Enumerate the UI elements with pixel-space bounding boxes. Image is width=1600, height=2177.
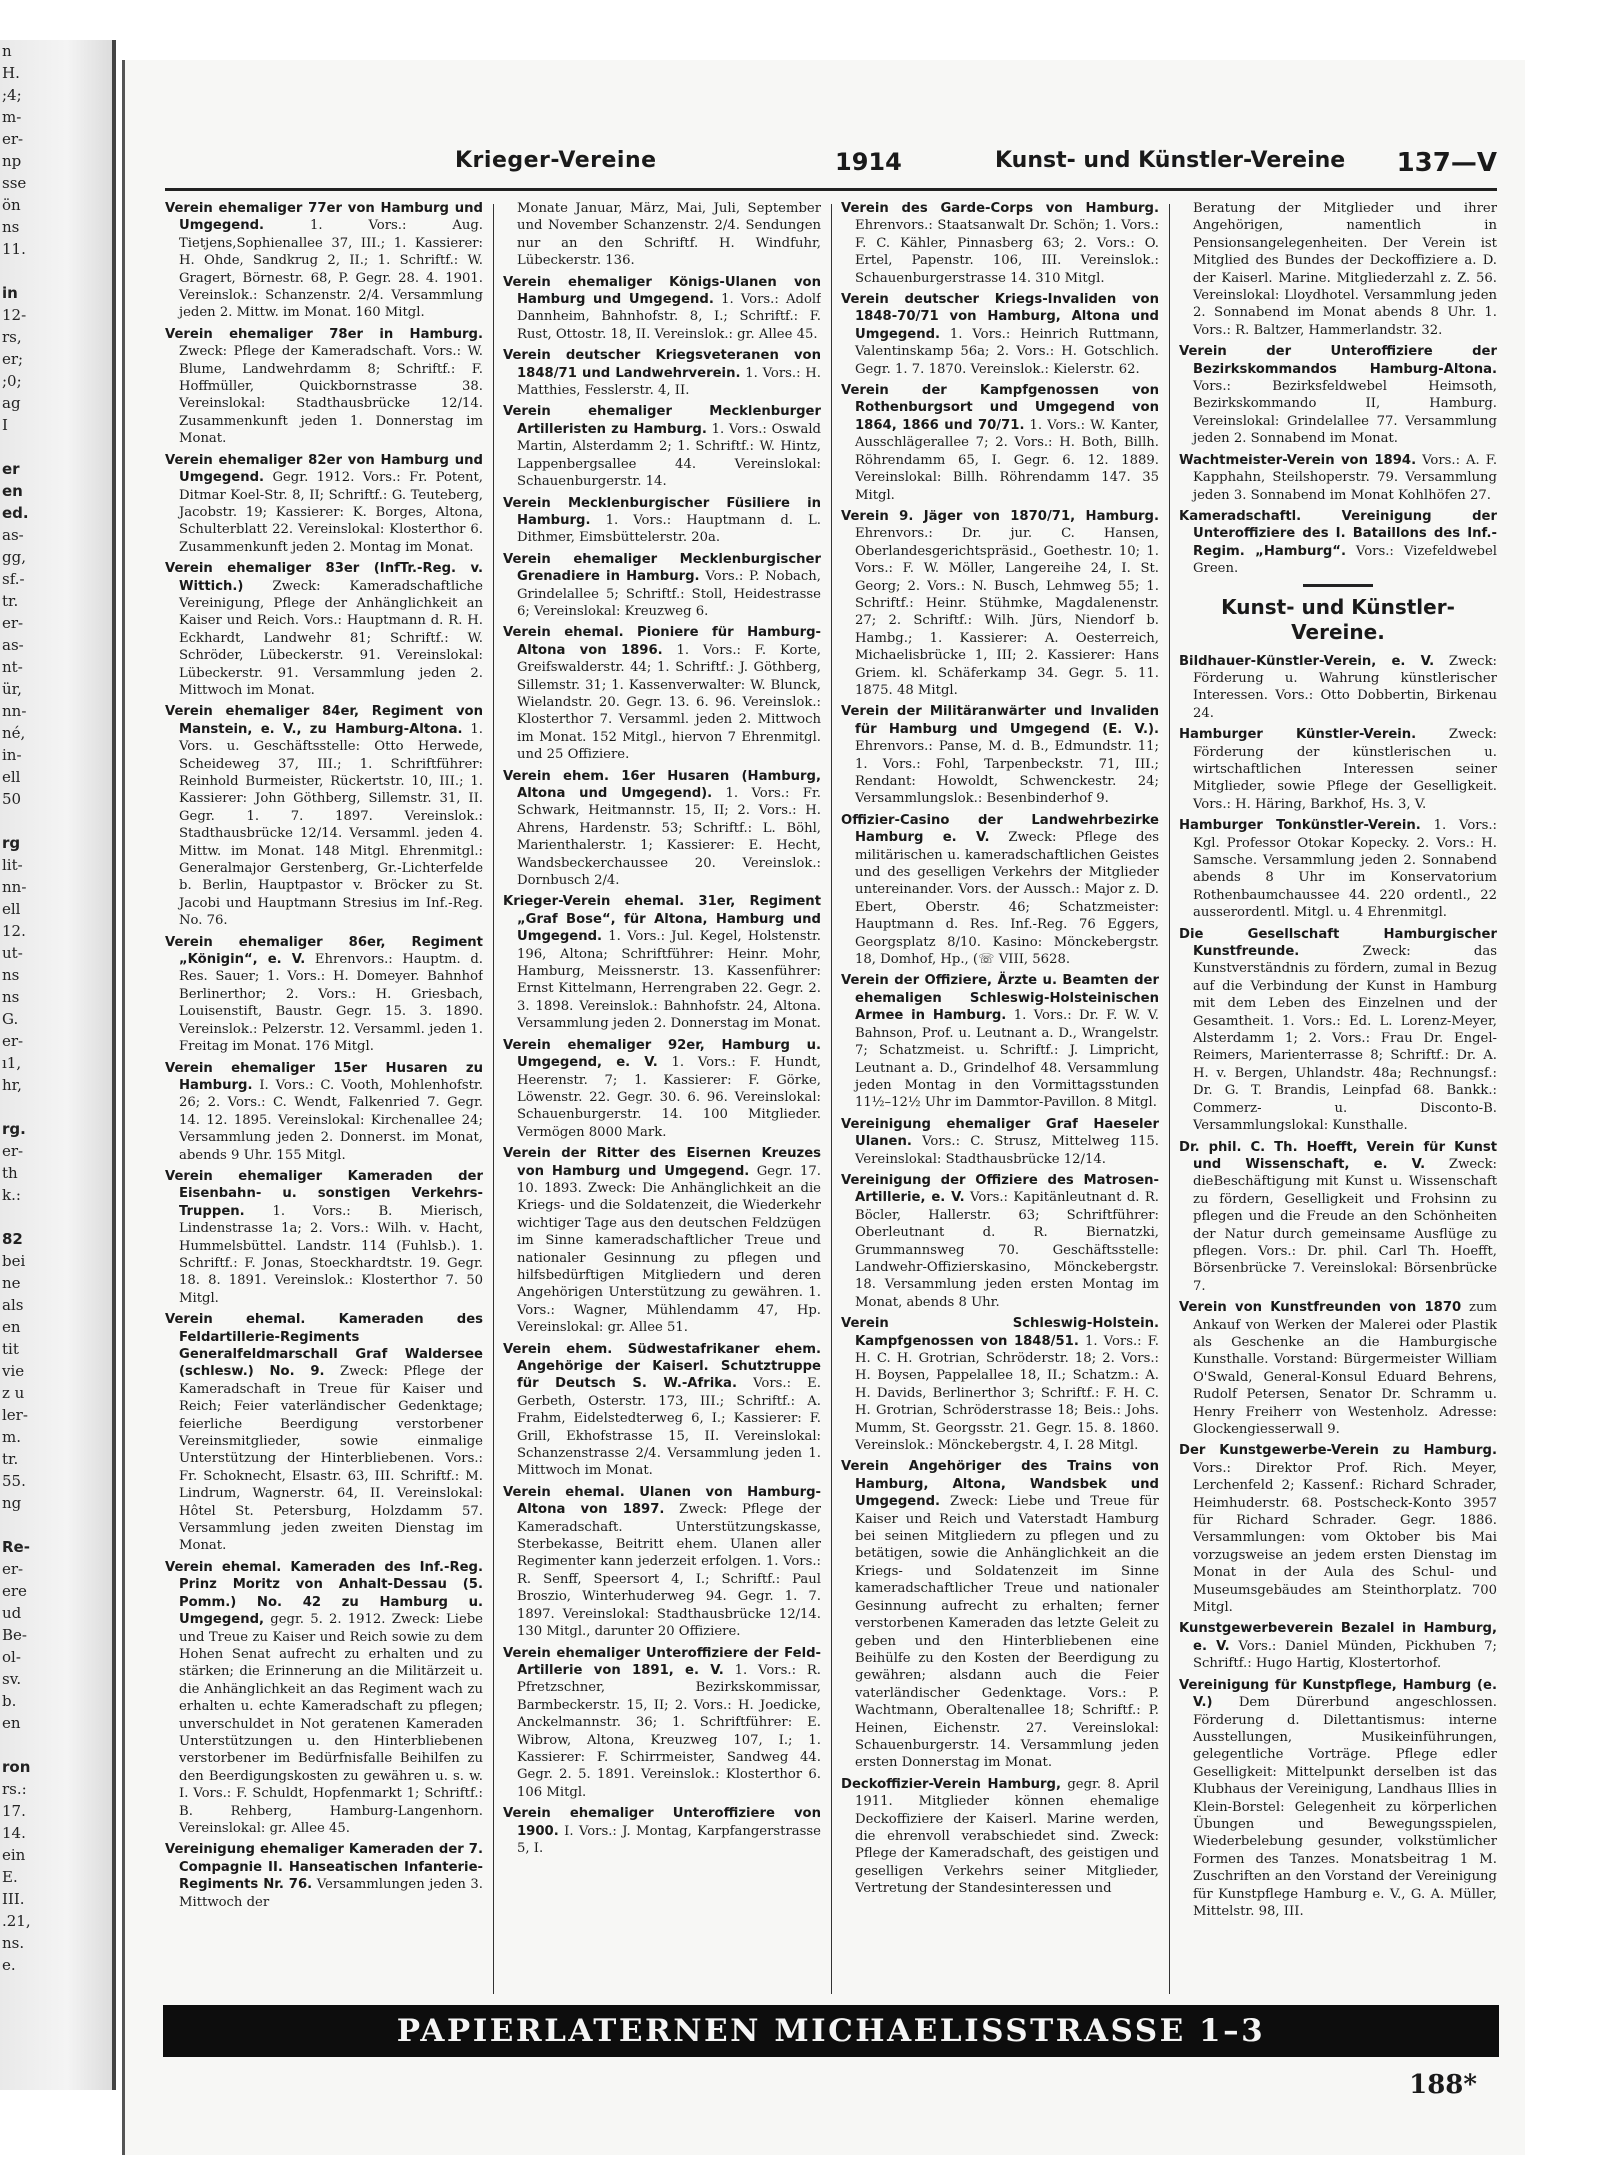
section-separator bbox=[1303, 584, 1373, 587]
footer-page-number: 188* bbox=[1409, 2070, 1477, 2100]
association-details: Gegr. 1912. Vors.: Fr. Potent, Ditmar Koel-Str. 8, II; Schriftf.: G. Teuteberg, Jacobstr. 19; Kassierer: K. Borges, Altona, Schulterblatt 22. Vereinslokal: Klosterthor 6. Zusammenkunft jeden 2. Montag im Monat. bbox=[179, 470, 483, 555]
previous-page-fragment: gg, bbox=[2, 548, 26, 566]
association-details: gegr. 8. April 1911. Mitglieder können ehemalige Deckoffiziere der Kaiserl. Marine werden, die ehrenvoll verabschiedet sind. Zweck: Pflege der Kameradschaft, des geistigen und geselligen Verkehrs seiner Mitglieder, Vertretung der Standesinteressen und bbox=[855, 1776, 1159, 1897]
previous-page-fragment: ns bbox=[2, 966, 20, 984]
directory-entry bbox=[1179, 653, 1497, 723]
association-name: Der Kunstgewerbe-Verein zu Hamburg. bbox=[1179, 1443, 1497, 1459]
association-details: Dem Dürerbund angeschlossen. Förderung d. Dilettantismus: interne Ausstellungen, Musikeinführungen, gelegentliche Vorträge. Pflege edler Geselligkeit: Mittelpunkt derselben ist das Klubhaus der Vereinigung, Landhaus Illies in Klein-Borstel: Gelegenheit zu körperlichen Übungen und Bewegungsspielen, Wiederbelebung gesunder, volkstümlicher Formen des Tanzes. Monatsbeitrag 1 M. Zuschriften an den Vorstand der Vereinigung für Kunstpflege Hamburg e. V., G. A. Müller, Mittelstr. 98, III. bbox=[1193, 1695, 1497, 1919]
previous-page-fragment: vie bbox=[2, 1362, 25, 1380]
directory-entry bbox=[1179, 926, 1497, 1135]
advertisement-text: PAPIERLATERNEN MICHAELISSTRASSE 1–3 bbox=[396, 2013, 1266, 2049]
association-details: 1. Vors.: Dr. F. W. V. Bahnson, Prof. u. Leutnant a. D., Wrangelstr. 7; Schatzmeist. u. Schriftf.: J. Limpricht, Leutnant a. D., Grindelhof 48. Versammlung jeden Montag in den Vormittagsstunden 11½–12½ Uhr im Dammtor-Pavillon. 8 Mitgl. bbox=[855, 1008, 1159, 1111]
association-name: Verein ehemaliger Unteroffiziere der Feld-Artillerie von 1891, e. V. bbox=[503, 1645, 821, 1678]
association-details: Ehrenvors.: Staatsanwalt Dr. Schön; 1. Vors.: F. C. Kähler, Pinnasberg 63; 2. Vors.: O. Ertel, Papenstr. 106, III. Vereinslok.: Schauenburgerstrasse 14. 310 Mitgl. bbox=[855, 218, 1159, 286]
association-name: Verein ehemaliger 78er in Hamburg. bbox=[165, 326, 483, 342]
previous-page-fragment: 50 bbox=[2, 790, 22, 808]
directory-entry bbox=[165, 560, 483, 699]
previous-page-fragment: b. bbox=[2, 1692, 17, 1710]
previous-page-fragment: rs, bbox=[2, 328, 22, 346]
header-rule bbox=[165, 188, 1497, 191]
previous-page-fragment: er- bbox=[2, 614, 24, 632]
association-details: Zweck: Pflege der Kameradschaft. Unterstützungskasse, Sterbekasse, Beitritt ehem. Ulanen aller Regimenter kann jederzeit erfolgen. 1. Vors.: R. Senff, Speersort 4, I.; Schriftf.: Paul Broszio, Winterhuderweg 94. Gegr. 1. 7. 1897. Vereinslokal: Stadthausbrücke 12/14. 130 Mitgl., darunter 20 Offiziere. bbox=[517, 1502, 821, 1640]
previous-page-fragment: en bbox=[2, 482, 23, 500]
directory-entry bbox=[503, 403, 821, 490]
association-name: Verein ehemaliger 83er (InfTr.-Reg. v. Wittich.) bbox=[165, 561, 483, 594]
previous-page-fragment: ron bbox=[2, 1758, 31, 1776]
previous-page-fragment: sv. bbox=[2, 1670, 22, 1688]
directory-entry bbox=[165, 1060, 483, 1164]
association-details: 1. Vors.: Jul. Kegel, Holstenstr. 196, Altona; Schriftführer: Heinr. Mohr, Hamburg, Meissnerstr. 13. Kassenführer: Ernst Kittelmann, Herrengraben 22. Gegr. 2. 3. 1898. Vereinslok.: Bahnhofstr. 24, Altona. Versammlung jeden 2. Donnerstag im Monat. bbox=[517, 929, 821, 1032]
directory-entry bbox=[503, 495, 821, 547]
previous-page-fragment: nt- bbox=[2, 658, 23, 676]
association-details: Monate Januar, März, Mai, Juli, September und November Schanzenstr. 2/4. Sendungen nur an den Schriftf. H. Windfuhr, Lübeckerstr. 136. bbox=[517, 201, 821, 269]
association-details: 1. Vors.: Adolf Dannheim, Bahnhofstr. 8, I.; Schriftf.: F. Rust, Ottostr. 18, II. Vereinslok.: gr. Allee 45. bbox=[517, 292, 821, 342]
association-details: Zweck: dieBeschäftigung mit Kunst u. Wissenschaft zu fördern, Geselligkeit und Frohsinn zu pflegen und die Freude an den Schönheiten der Natur durch gemeinsame Ausflüge zu pflegen. Vors.: Dr. phil. Carl Th. Hoefft, Börsenbrücke 7. Vereinslokal: Börsenbrücke 7. bbox=[1193, 1156, 1497, 1294]
previous-page-fragment: er- bbox=[2, 1142, 24, 1160]
previous-page-fragment: né, bbox=[2, 724, 26, 742]
previous-page-fragment: 12. bbox=[2, 922, 26, 940]
association-details: Versammlungen jeden 3. Mittwoch der bbox=[179, 1877, 483, 1910]
association-name: Verein ehemal. Ulanen von Hamburg-Altona von 1897. bbox=[503, 1484, 821, 1518]
directory-entry bbox=[841, 200, 1159, 287]
directory-entry bbox=[1179, 200, 1497, 339]
association-name: Vereinigung ehemaliger Kameraden der 7. Compagnie II. Hanseatischen Infanterie-Regiments Nr. 76. bbox=[165, 1842, 483, 1893]
previous-page-fragment: bei bbox=[2, 1252, 26, 1270]
association-name: Verein deutscher Kriegsveteranen von 1848/71 und Landwehrverein. bbox=[503, 348, 821, 381]
directory-entry bbox=[841, 1458, 1159, 1771]
directory-entry bbox=[165, 326, 483, 448]
directory-entry bbox=[841, 1172, 1159, 1311]
association-details: Zweck: Förderung u. Wahrung künstlerischer Interessen. Vors.: Otto Dobbertin, Birkenau 24. bbox=[1193, 653, 1497, 721]
association-name: Verein des Garde-Corps von Hamburg. bbox=[841, 201, 1159, 216]
previous-page-fragment: I bbox=[2, 416, 8, 434]
directory-entry bbox=[841, 1776, 1159, 1898]
previous-page-fragment: ere bbox=[2, 1582, 27, 1600]
association-details: 1. Vors.: B. Mierisch, Lindenstrasse 1a; 2. Vors.: Wilh. v. Hacht, Hummelsbüttel. Landstr. 114 (Fuhlsb.). 1. Schriftf.: F. Jonas, Stoeckhardtstr. 19. Gegr. 18. 8. 1891. Vereinslok.: Klosterthor 7. 50 Mitgl. bbox=[179, 1203, 483, 1306]
previous-page-fragment bbox=[0, 1734, 112, 1756]
header-page-number: 137—V bbox=[1396, 148, 1497, 178]
column-2 bbox=[503, 200, 821, 1995]
previous-page-fragment: rg. bbox=[2, 1120, 26, 1138]
association-name: Verein Mecklenburgischer Füsiliere in Hamburg. bbox=[503, 495, 821, 528]
directory-entry bbox=[841, 382, 1159, 504]
previous-page-fragment: en bbox=[2, 1714, 21, 1732]
previous-page-fragment bbox=[0, 260, 112, 282]
previous-page-fragment bbox=[0, 436, 112, 458]
directory-entry bbox=[841, 291, 1159, 378]
previous-page-fragment bbox=[0, 1514, 112, 1536]
association-name: Verein der Unteroffiziere der Bezirkskommandos Hamburg-Altona. bbox=[1179, 344, 1497, 377]
previous-page-fragment: als bbox=[2, 1296, 24, 1314]
association-details: Vors.: Bezirksfeldwebel Heimsoth, Bezirkskommando II, Hamburg. Vereinslokal: Grindelallee 77. Versammlung jeden 2. Sonnabend im Monat. bbox=[1193, 379, 1497, 447]
association-details: Zweck: Pflege der Kameradschaft. Vors.: W. Blume, Landwehrdamm 8; Schriftf.: F. Hoffmüller, Quickbornstrasse 38. Vereinslokal: Stadthausbrücke 12/14. Zusammenkunft jeden 1. Donnerstag im Monat. bbox=[179, 344, 483, 447]
previous-page-fragment: as- bbox=[2, 636, 24, 654]
directory-entry bbox=[841, 812, 1159, 969]
association-details: Beratung der Mitglieder und ihrer Angehörigen, namentlich in Pensionsangelegenheiten. Der Verein ist Mitglied des Bundes der Deckoffiziere a. D. der Kaiserl. Marine. Mitgliederzahl z. Z. 56. Vereinslokal: Lloydhotel. Versammlung jeden 2. Sonnabend im Monat abends 8 Uhr. 1. Vors.: R. Baltzer, Hammerlandstr. 32. bbox=[1193, 201, 1497, 338]
association-details: Ehrenvors.: Panse, M. d. B., Edmundstr. 11; 1. Vors.: Fohl, Tarpenbeckstr. 71, III.; Rendant: Howoldt, Schwenckestr. 24; Versammlungslok.: Besenbinderhof 9. bbox=[855, 739, 1159, 807]
previous-page-fragment: ür, bbox=[2, 680, 22, 698]
association-name: Wachtmeister-Verein von 1894. bbox=[1179, 452, 1417, 468]
association-details: Zweck: Förderung der künstlerischen u. wirtschaftlichen Interessen seiner Mitglieder, sowie Pflege der Geselligkeit. Vors.: H. Häring, Barkhof, Hs. 3, V. bbox=[1193, 727, 1497, 812]
previous-page-fragment: E. bbox=[2, 1868, 18, 1886]
previous-page-fragment: nn- bbox=[2, 702, 27, 720]
previous-page-fragment: ol- bbox=[2, 1648, 21, 1666]
directory-entry bbox=[503, 893, 821, 1032]
previous-page-fragment: rs.: bbox=[2, 1780, 27, 1798]
association-details: Vors.: Vizefeldwebel Green. bbox=[1193, 543, 1497, 577]
previous-page-fragment bbox=[0, 810, 112, 832]
association-details: 1. Vors.: F. H. C. H. Grotrian, Schröderstr. 18; 2. Vors.: H. Boysen, Pappelallee 18, II.; Schatzm.: A. H. Davids, Berlinerthor 3; Schriftf.: F. H. C. H. Grotrian, Schröderstrasse 18; Beis.: Johs. Mumm, St. Georgsstr. 21. Gegr. 15. 8. 1860. Vereinslok.: Mönckebergstr. 4, I. 28 Mitgl. bbox=[855, 1333, 1159, 1454]
directory-entry bbox=[1179, 817, 1497, 921]
association-details: Ehrenvors.: Hauptm. d. Res. Sauer; 1. Vors.: H. Domeyer. Bahnhof Berlinerthor; 2. Vors.: H. Griesbach, Louisenstift, Baustr. Gegr. 15. 3. 1890. Vereinslok.: Pelzerstr. 12. Versamml. jeden 1. Freitag im Monat. 176 Mitgl. bbox=[179, 952, 483, 1055]
directory-entry bbox=[841, 703, 1159, 807]
association-details: Vors.: C. Strusz, Mittelweg 115. Vereinslokal: Stadthausbrücke 12/14. bbox=[855, 1134, 1159, 1167]
previous-page-fragment: ell bbox=[2, 900, 21, 918]
association-name: Kameradschaftl. Vereinigung der Unteroffiziere des I. Bataillons des Inf.-Regim. „Hamburg“. bbox=[1179, 508, 1497, 559]
directory-entry bbox=[165, 1841, 483, 1911]
association-details: Zweck: Liebe und Treue für Kaiser und Reich und Vaterstadt Hamburg bei seinen Mitgliedern zu pflegen und zu betätigen, sowie die Anhänglichkeit an die Kriegs- und Soldatenzeit im Sinne kameradschaftlicher Treue und nationaler Gesinnung aufrecht zu erhalten; ferner verstorbenen Kameraden das letzte Geleit zu geben und den Hinterbliebenen eine Beihülfe zu den Kosten der Beerdigung zu gewähren; alsdann auch die Feier vaterländischer Gedenktage. Vors.: P. Wachtmann, Oberaltenallee 18; Schriftf.: P. Heinen, Eichenstr. 27. Vereinslokal: Schauenburgerstr. 14. Versammlung jeden ersten Donnerstag im Monat. bbox=[855, 1494, 1159, 1771]
previous-page-fragment: H. bbox=[2, 64, 20, 82]
association-name: Verein ehemal. Pioniere für Hamburg-Altona von 1896. bbox=[503, 625, 821, 658]
directory-entry bbox=[1179, 1442, 1497, 1616]
previous-page-fragment: er- bbox=[2, 130, 24, 148]
columns bbox=[165, 200, 1497, 1995]
previous-page-fragment: ut- bbox=[2, 944, 23, 962]
directory-entry bbox=[503, 1645, 821, 1802]
directory-entry bbox=[165, 703, 483, 929]
directory-entry bbox=[1179, 1677, 1497, 1921]
association-name: Verein ehemaliger 82er von Hamburg und Umgegend. bbox=[165, 452, 483, 486]
directory-entry bbox=[1179, 508, 1497, 578]
section-heading: Kunst- und Künstler-Vereine. bbox=[1221, 594, 1455, 644]
previous-page-fragment: .21, bbox=[2, 1912, 31, 1930]
previous-page-fragment: G. bbox=[2, 1010, 19, 1028]
directory-entry bbox=[1179, 1620, 1497, 1672]
association-details: zum Ankauf von Werken der Malerei oder Plastik als Geschenke an die Hamburgische Kunsthalle. Vorstand: Bürgermeister William O'Swald, General-Konsul Eduard Behrens, Rudolf Petersen, Senator Dr. Schramm u. Henry Freiherr von Westenholz. Adresse: Glockengiesserwall 9. bbox=[1193, 1300, 1497, 1437]
association-name: Verein ehemaliger 84er, Regiment von Manstein, e. V., zu Hamburg-Altona. bbox=[165, 704, 483, 737]
association-name: Die Gesellschaft Hamburgischer Kunstfreunde. bbox=[1179, 926, 1497, 960]
column-1 bbox=[165, 200, 483, 1995]
association-name: Verein ehem. Südwestafrikaner ehem. Angehörige der Kaiserl. Schutztruppe für Deutsch S. W.-Afrika. bbox=[503, 1341, 821, 1392]
association-name: Vereinigung der Offiziere des Matrosen-Artillerie, e. V. bbox=[841, 1172, 1159, 1206]
association-details: Vors.: Direktor Prof. Rich. Meyer, Lerchenfeld 2; Kassenf.: Richard Schrader, Heimhuderstr. 68. Postscheck-Konto 3957 für Richard Schrader. Gegr. 1886. Versammlungen: vom Oktober bis Mai vorzugsweise an jedem ersten Dienstag im Monat in der Aula des Schul- und Museumsgebäudes am Steinthorplatz. 700 Mitgl. bbox=[1193, 1460, 1497, 1616]
association-details: 1. Vors.: H. Matthies, Fesslerstr. 4, II. bbox=[517, 365, 821, 399]
directory-entry bbox=[1179, 1299, 1497, 1438]
directory-entry bbox=[503, 200, 821, 270]
association-details: 1. Vors.: Heinrich Ruttmann, Valentinskamp 56a; 2. Vors.: H. Gotschlich. Gegr. 1. 7. 1870. Vereinslok.: Kielerstr. 62. bbox=[855, 326, 1159, 377]
previous-page-fragment: as- bbox=[2, 526, 24, 544]
association-name: Verein deutscher Kriegs-Invaliden von 1848-70/71 von Hamburg, Altona und Umgegend. bbox=[841, 292, 1159, 342]
previous-page-fragment: er bbox=[2, 460, 20, 478]
association-name: Verein der Militäranwärter und Invaliden für Hamburg und Umgegend (E. V.). bbox=[841, 704, 1159, 737]
previous-page-fragment: nn- bbox=[2, 878, 27, 896]
previous-page-fragment: in- bbox=[2, 746, 22, 764]
association-name: Verein ehemaliger Unteroffiziere von 1900. bbox=[503, 1806, 821, 1839]
previous-page-fragment: ler- bbox=[2, 1406, 28, 1424]
previous-page-fragment: 82 bbox=[2, 1230, 23, 1248]
association-name: Verein ehemaliger 86er, Regiment „Königin“, e. V. bbox=[165, 934, 483, 968]
association-details: 1. Vors.: Fr. Schwark, Heitmannstr. 15, II; 2. Vors.: H. Ahrens, Hardenstr. 53; Schriftf.: L. Böhl, Marienthalerstr. 1; Kassierer: E. Hecht, Wandsbeckerchaussee 20. Vereinslok.: Dornbusch 2/4. bbox=[517, 786, 821, 889]
previous-page-fragment: en bbox=[2, 1318, 21, 1336]
previous-page-fragment: ns. bbox=[2, 1934, 25, 1952]
advertisement-banner bbox=[163, 2005, 1499, 2057]
association-name: Verein der Ritter des Eisernen Kreuzes von Hamburg und Umgegend. bbox=[503, 1146, 821, 1179]
previous-page-fragment: ng bbox=[2, 1494, 22, 1512]
previous-page-fragment bbox=[0, 1206, 112, 1228]
association-details: 1. Vors. u. Geschäftsstelle: Otto Herwede, Scheideweg 37, III.; 1. Schriftführer: Reinhold Burmeister, Rückertstr. 10, III.; 1. Kassierer: John Göthberg, Sillemstr. 31, II. Gegr. 1. 7. 1897. Vereinslok.: Stadthausbrücke 12/14. Versamml. jeden 4. Mittw. im Monat. 148 Mitgl. Ehrenmitgl.: Generalmajor Gerstenberg, Gr.-Lichterfelde b. Berlin, Hauptpastor v. Bröcker zu St. Jacobi und Hauptmann Stresius im Inf.-Reg. No. 76. bbox=[179, 721, 483, 929]
association-name: Verein von Kunstfreunden von 1870 bbox=[1179, 1300, 1462, 1316]
previous-page-fragment bbox=[0, 1096, 112, 1118]
previous-page-fragment: lit- bbox=[2, 856, 23, 874]
association-details: 1. Vors.: R. Pfretzschner, Bezirkskommissar, Barmbeckerstr. 15, II; 2. Vors.: H. Joedicke, Anckelmannstr. 36; 1. Schriftführer: E. Wibrow, Altona, Kreuzweg 107, I.; 1. Kassierer: F. Schirrmeister, Sandweg 44. Gegr. 2. 5. 1891. Vereinslok.: Klosterthor 6. 106 Mitgl. bbox=[517, 1662, 821, 1800]
association-name: Deckoffizier-Verein Hamburg, bbox=[841, 1776, 1062, 1792]
association-details: gegr. 5. 2. 1912. Zweck: Liebe und Treue zu Kaiser und Reich sowie zu dem Hohen Senat aufrecht zu erhalten und zu stärken; die Erinnerung an die Militärzeit u. die Anhänglichkeit an das Regiment wach zu erhalten u. echte Kameradschaft zu pflegen; unverschuldet in Not geratenen Kameraden Unterstützungen u. den Hinterbliebenen verstorbener im Bedürfnisfalle Beihilfen zu den Beerdigungskosten zu gewähren u. s. w. I. Vors.: F. Schuldt, Hopfenmarkt 1; Schriftf.: B. Rehberg, Hamburg-Langenhorn. Vereinslokal: gr. Allee 45. bbox=[179, 1612, 483, 1836]
previous-page-fragment: 14. bbox=[2, 1824, 26, 1842]
directory-entry bbox=[841, 972, 1159, 1111]
association-details: 1. Vors.: Aug. Tietjens,Sophienallee 37, III.; 1. Kassierer: H. Ohde, Sandkrug 2, II.; 1. Schriftf.: W. Gragert, Börnestr. 68, P. Gegr. 28. 4. 1901. Vereinslok.: Schanzenstr. 2/4. Versammlung jeden 2. Mittw. im Monat. 160 Mitgl. bbox=[179, 218, 483, 321]
directory-entry bbox=[165, 1168, 483, 1307]
association-details: Gegr. 17. 10. 1893. Zweck: Die Anhänglichkeit an die Kriegs- und die Soldatenzeit, die Wiederkehr wichtiger Tage aus den deutschen Feldzügen im Sinne kameradschaftlicher Treue und nationaler Gesinnung zu pflegen und hilfsbedürftigen Mitgliedern und deren Angehörigen Unterstützung zu gewähren. 1. Vors.: Wagner, Mühlendamm 47, Hp. Vereinslokal: gr. Allee 51. bbox=[517, 1163, 821, 1336]
association-name: Verein Schleswig-Holstein. Kampfgenossen von 1848/51. bbox=[841, 1316, 1159, 1349]
previous-page-fragment: m- bbox=[2, 108, 22, 126]
association-name: Vereinigung für Kunstpflege, Hamburg (e. V.) bbox=[1179, 1677, 1497, 1711]
directory-entry bbox=[841, 508, 1159, 699]
previous-page-fragment: ag bbox=[2, 394, 21, 412]
association-name: Verein ehemaliger 92er, Hamburg u. Umgegend, e. V. bbox=[503, 1037, 821, 1071]
previous-page-fragment: tit bbox=[2, 1340, 19, 1358]
association-details: Vors.: E. Gerbeth, Osterstr. 173, III.; Schriftf.: A. Frahm, Eidelstedterweg 6, I.; Kassierer: F. Grill, Ekhofstrasse 15, II. Vereinslokal: Schanzenstrasse 2/4. Versammlung jeden 1. Mittwoch im Monat. bbox=[517, 1376, 821, 1479]
previous-page-fragment: er- bbox=[2, 1560, 24, 1578]
previous-page-fragment: ön bbox=[2, 196, 21, 214]
directory-entry bbox=[1179, 452, 1497, 504]
previous-page-fragment: 55. bbox=[2, 1472, 26, 1490]
directory-entry bbox=[1179, 343, 1497, 447]
association-details: 1. Vors.: Oswald Martin, Alsterdamm 2; 1. Schriftf.: W. Hintz, Lappenbergsallee 44. Vereinslokal: Schauenburgerstr. 14. bbox=[517, 421, 821, 490]
previous-page-fragment: th bbox=[2, 1164, 18, 1182]
association-details: Zweck: Kameradschaftliche Vereinigung, Pflege der Anhänglichkeit an Kaiser und Reich. Vors.: Hauptmann d. R. H. Eckhardt, Landwehr 81; Schriftf.: W. Schröder, Lübeckerstr. 91. Vereinslokal: Lübeckerstr. 91. Versammlung jeden 2. Mittwoch im Monat. bbox=[179, 578, 483, 698]
directory-entry bbox=[1179, 1139, 1497, 1296]
directory-entry bbox=[503, 347, 821, 399]
previous-page-fragment: 11. bbox=[2, 240, 26, 258]
association-name: Dr. phil. C. Th. Hoefft, Verein für Kunst und Wissenschaft, e. V. bbox=[1179, 1139, 1497, 1172]
previous-page-fragment: er- bbox=[2, 1032, 24, 1050]
column-divider bbox=[493, 204, 494, 1994]
directory-entry bbox=[503, 274, 821, 344]
association-name: Verein Angehöriger des Trains von Hamburg, Altona, Wandsbek und Umgegend. bbox=[841, 1459, 1159, 1510]
previous-page-fragment: 17. bbox=[2, 1802, 26, 1820]
previous-page-fragment: np bbox=[2, 152, 22, 170]
header-left-section: Krieger-Vereine bbox=[455, 148, 657, 173]
previous-page-fragment: 12- bbox=[2, 306, 27, 324]
association-name: Verein der Offiziere, Ärzte u. Beamten der ehemaligen Schleswig-Holsteinischen Armee in Hamburg. bbox=[841, 973, 1159, 1024]
previous-page-fragment: ud bbox=[2, 1604, 22, 1622]
previous-page-fragment: ;0; bbox=[2, 372, 22, 390]
previous-page-fragment: n bbox=[2, 42, 12, 60]
directory-entry bbox=[503, 1484, 821, 1641]
directory-entry bbox=[503, 768, 821, 890]
previous-page-fragment: sf.- bbox=[2, 570, 25, 588]
association-details: 1. Vors.: F. Korte, Greifswalderstr. 44; 1. Schriftf.: J. Göthberg, Sillemstr. 31; 1. Kassenverwalter: W. Blunck, Wielandstr. 20. Gegr. 13. 6. 96. Vereinslok.: Klosterthor 7. Versamml. jeden 2. Mittwoch im Monat. 152 Mitgl., hiervon 7 Ehrenmitgl. und 25 Offiziere. bbox=[517, 642, 821, 763]
previous-page-fragment: m. bbox=[2, 1428, 21, 1446]
directory-entry bbox=[503, 1145, 821, 1336]
association-name: Verein ehemaliger Mecklenburger Artilleristen zu Hamburg. bbox=[503, 404, 821, 437]
association-name: Verein ehemaliger Kameraden der Eisenbahn- u. sonstigen Verkehrs-Truppen. bbox=[165, 1168, 483, 1219]
directory-entry bbox=[503, 1037, 821, 1141]
association-details: I. Vors.: C. Vooth, Mohlenhofstr. 26; 2. Vors.: C. Wendt, Falkenried 7. Gegr. 14. 12. 1895. Vereinslokal: Kirchenallee 24; Versammlung jeden 2. Donnerst. im Monat, abends 9 Uhr. 155 Mitgl. bbox=[179, 1077, 483, 1163]
association-name: Hamburger Tonkünstler-Verein. bbox=[1179, 818, 1421, 834]
association-details: Zweck: Pflege des militärischen u. kameradschaftlichen Geistes und des geselligen Verkehrs der Mitglieder untereinander. Vors. der Aussch.: Major z. D. Ebert, Oberstr. 46; Schatzmeister: Hauptmann d. Res. Inf.-Reg. 76 Eggers, Georgsplatz 8/10. Kasino: Mönckebergstr. 18, Domhof, Hp., (☏ VIII, 5628. bbox=[855, 830, 1159, 968]
association-name: Vereinigung ehemaliger Graf Haeseler Ulanen. bbox=[841, 1116, 1159, 1150]
association-details: I. Vors.: J. Montag, Karpfangerstrasse 5, I. bbox=[517, 1823, 821, 1856]
directory-entry bbox=[841, 1116, 1159, 1168]
column-3 bbox=[841, 200, 1159, 1995]
association-details: Zweck: das Kunstverständnis zu fördern, zumal in Bezug auf die Verbindung der Kunst in Hamburg mit dem Leben des Einzelnen und der Gesamtheit. 1. Vors.: Ed. L. Lorenz-Meyer, Alsterdamm 1; 2. Vors.: Frau Dr. Engel-Reimers, Marienterrasse 8; Schriftf.: Dr. A. H. v. Bergen, Uhlandstr. 48a; Rechnungsf.: Dr. G. T. Brandis, Leinpfad 68. Bankk.: Commerz- u. Disconto-B. Versammlungslokal: Kunsthalle. bbox=[1193, 944, 1497, 1134]
association-name: Offizier-Casino der Landwehrbezirke Hamburg e. V. bbox=[841, 812, 1159, 846]
association-details: 1. Vors.: Kgl. Professor Otokar Kopecky. 2. Vors.: H. Samsche. Versammlung jeden 2. Sonnabend abends 8 Uhr im Konservatorium Rothenbaumchaussee 44. 220 ordentl., 22 ausserordentl. Mitgl. u. 4 Ehrenmitgl. bbox=[1193, 818, 1497, 921]
association-name: Hamburger Künstler-Verein. bbox=[1179, 727, 1417, 743]
previous-page-fragment: tr. bbox=[2, 1450, 19, 1468]
association-name: Bildhauer-Künstler-Verein, e. V. bbox=[1179, 653, 1435, 669]
previous-page-fragment: ne bbox=[2, 1274, 21, 1292]
directory-entry bbox=[165, 452, 483, 556]
association-details: Ehrenvors.: Dr. jur. C. Hansen, Oberlandesgerichtspräsid., Goethestr. 10; 1. Vors.: F. W. Möller, Langereihe 24, I. St. Georg; 2. Vors.: N. Busch, Lehmweg 55; 1. Schriftf.: Heinr. Stühmke, Magdalenenstr. 27; 2. Schriftf.: Wilh. Jürs, Niendorf b. Hambg.; 1. Kassierer: A. Oesterreich, Michaelisbrücke 1, III; 2. Kassierer: Hans Griem. kl. Schäferkamp 34. Gegr. 5. 11. 1875. 48 Mitgl. bbox=[855, 526, 1159, 698]
previous-page-fragment: e. bbox=[2, 1956, 16, 1974]
association-details: Vors.: A. F. Kapphahn, Steilshoperstr. 79. Versammlung jeden 3. Sonnabend im Monat Kohlhöfen 27. bbox=[1193, 452, 1497, 503]
previous-page-edge bbox=[0, 40, 116, 2090]
association-details: Zweck: Pflege der Kameradschaft in Treue für Kaiser und Reich; Feier vaterländischer Gedenktage; feierliche Beerdigung verstorbener Vereinsmitglieder, sowie einmalige Unterstützung der Hinterbliebenen. Vors.: Fr. Schoknecht, Elsastr. 63, III. Schriftf.: M. Lindrum, Wagnerstr. 64, II. Vereinslokal: Hôtel St. Petersburg, Holzdamm 57. Versammlung jeden zweiten Dienstag im Monat. bbox=[179, 1364, 483, 1554]
association-details: Vors.: Daniel Münden, Pickhuben 7; Schriftf.: Hugo Hartig, Klostertorhof. bbox=[1193, 1638, 1497, 1672]
directory-entry bbox=[165, 200, 483, 322]
column-4 bbox=[1179, 200, 1497, 1995]
association-name: Verein ehemaliger Königs-Ulanen von Hamburg und Umgegend. bbox=[503, 274, 821, 308]
column-divider bbox=[1169, 204, 1170, 1994]
directory-entry bbox=[1179, 726, 1497, 813]
header-right-section: Kunst- und Künstler-Vereine bbox=[995, 148, 1346, 173]
association-details: 1. Vors.: F. Hundt, Heerenstr. 7; 1. Kassierer: F. Görke, Löwenstr. 22. Gegr. 30. 6. 96. Vereinslokal: Schauenburgerstr. 14. 100 Mitglieder. Vermögen 8000 Mark. bbox=[517, 1055, 821, 1140]
previous-page-fragment: ed. bbox=[2, 504, 29, 522]
association-name: Verein ehemaliger Mecklenburgischer Grenadiere in Hamburg. bbox=[503, 551, 821, 585]
previous-page-fragment: tr. bbox=[2, 592, 19, 610]
previous-page-fragment: sse bbox=[2, 174, 27, 192]
directory-entry bbox=[165, 1311, 483, 1555]
previous-page-fragment: z u bbox=[2, 1384, 25, 1402]
previous-page-fragment: ein bbox=[2, 1846, 26, 1864]
association-details: 1. Vors.: W. Kanter, Ausschlägerallee 7; 2. Vors.: H. Both, Billh. Röhrendamm 65, I. Gegr. 6. 12. 1889. Vereinslokal: Billh. Röhrendamm 147. 35 Mitgl. bbox=[855, 417, 1159, 503]
previous-page-fragment: in bbox=[2, 284, 18, 302]
header-year: 1914 bbox=[835, 148, 902, 176]
directory-page bbox=[122, 60, 1525, 2155]
association-name: Verein ehemaliger 15er Husaren zu Hamburg. bbox=[165, 1060, 483, 1093]
previous-page-fragment: hr, bbox=[2, 1076, 22, 1094]
association-name: Kunstgewerbeverein Bezalel in Hamburg, e. V. bbox=[1179, 1621, 1497, 1654]
association-name: Verein 9. Jäger von 1870/71, Hamburg. bbox=[841, 508, 1159, 524]
directory-entry bbox=[503, 551, 821, 621]
previous-page-fragment: rg bbox=[2, 834, 21, 852]
previous-page-fragment: k.: bbox=[2, 1186, 21, 1204]
association-details: 1. Vors.: Hauptmann d. L. Dithmer, Eimsbüttelerstr. 20a. bbox=[517, 512, 821, 546]
page-header bbox=[165, 148, 1497, 188]
directory-entry bbox=[165, 1559, 483, 1838]
column-divider bbox=[831, 204, 832, 1994]
previous-page-fragment: ı1, bbox=[2, 1054, 22, 1072]
previous-page-fragment: Re- bbox=[2, 1538, 30, 1556]
directory-entry bbox=[503, 1805, 821, 1857]
previous-page-fragment: ns bbox=[2, 988, 20, 1006]
association-name: Verein ehemal. Kameraden des Inf.-Reg. Prinz Moritz von Anhalt-Dessau (5. Pomm.) No. 42 zu Hamburg u. Umgegend, bbox=[165, 1559, 483, 1628]
previous-page-fragment: III. bbox=[2, 1890, 25, 1908]
previous-page-fragment: er; bbox=[2, 350, 24, 368]
directory-entry bbox=[503, 1341, 821, 1480]
directory-entry bbox=[841, 1315, 1159, 1454]
previous-page-fragment: ns bbox=[2, 218, 20, 236]
previous-page-fragment: ;4; bbox=[2, 86, 22, 104]
association-name: Verein ehemal. Kameraden des Feldartillerie-Regiments Generalfeldmarschall Graf Waldersee (schlesw.) No. 9. bbox=[165, 1312, 483, 1380]
previous-page-fragment: ell bbox=[2, 768, 21, 786]
association-name: Verein ehem. 16er Husaren (Hamburg, Altona und Umgegend). bbox=[503, 768, 821, 801]
directory-entry bbox=[503, 624, 821, 763]
association-name: Verein der Kampfgenossen von Rothenburgsort und Umgegend von 1864, 1866 und 70/71. bbox=[841, 383, 1159, 433]
directory-entry bbox=[165, 934, 483, 1056]
previous-page-fragment: Be- bbox=[2, 1626, 27, 1644]
association-name: Krieger-Verein ehemal. 31er, Regiment „Graf Bose“, für Altona, Hamburg und Umgegend. bbox=[503, 894, 821, 945]
association-details: Vors.: Kapitänleutnant d. R. Böcler, Hallerstr. 63; Schriftführer: Oberleutnant d. R. Biernatzki, Grummannsweg 70. Geschäftsstelle: Landwehr-Offizierskasino, Mönckebergstr. 18. Versammlung jeden ersten Montag im Monat, abends 8 Uhr. bbox=[855, 1190, 1159, 1310]
association-details: Vors.: P. Nobach, Grindelallee 5; Schriftf.: Stoll, Heidestrasse 6; Vereinslokal: Kreuzweg 6. bbox=[517, 569, 821, 619]
association-name: Verein ehemaliger 77er von Hamburg und Umgegend. bbox=[165, 201, 483, 234]
